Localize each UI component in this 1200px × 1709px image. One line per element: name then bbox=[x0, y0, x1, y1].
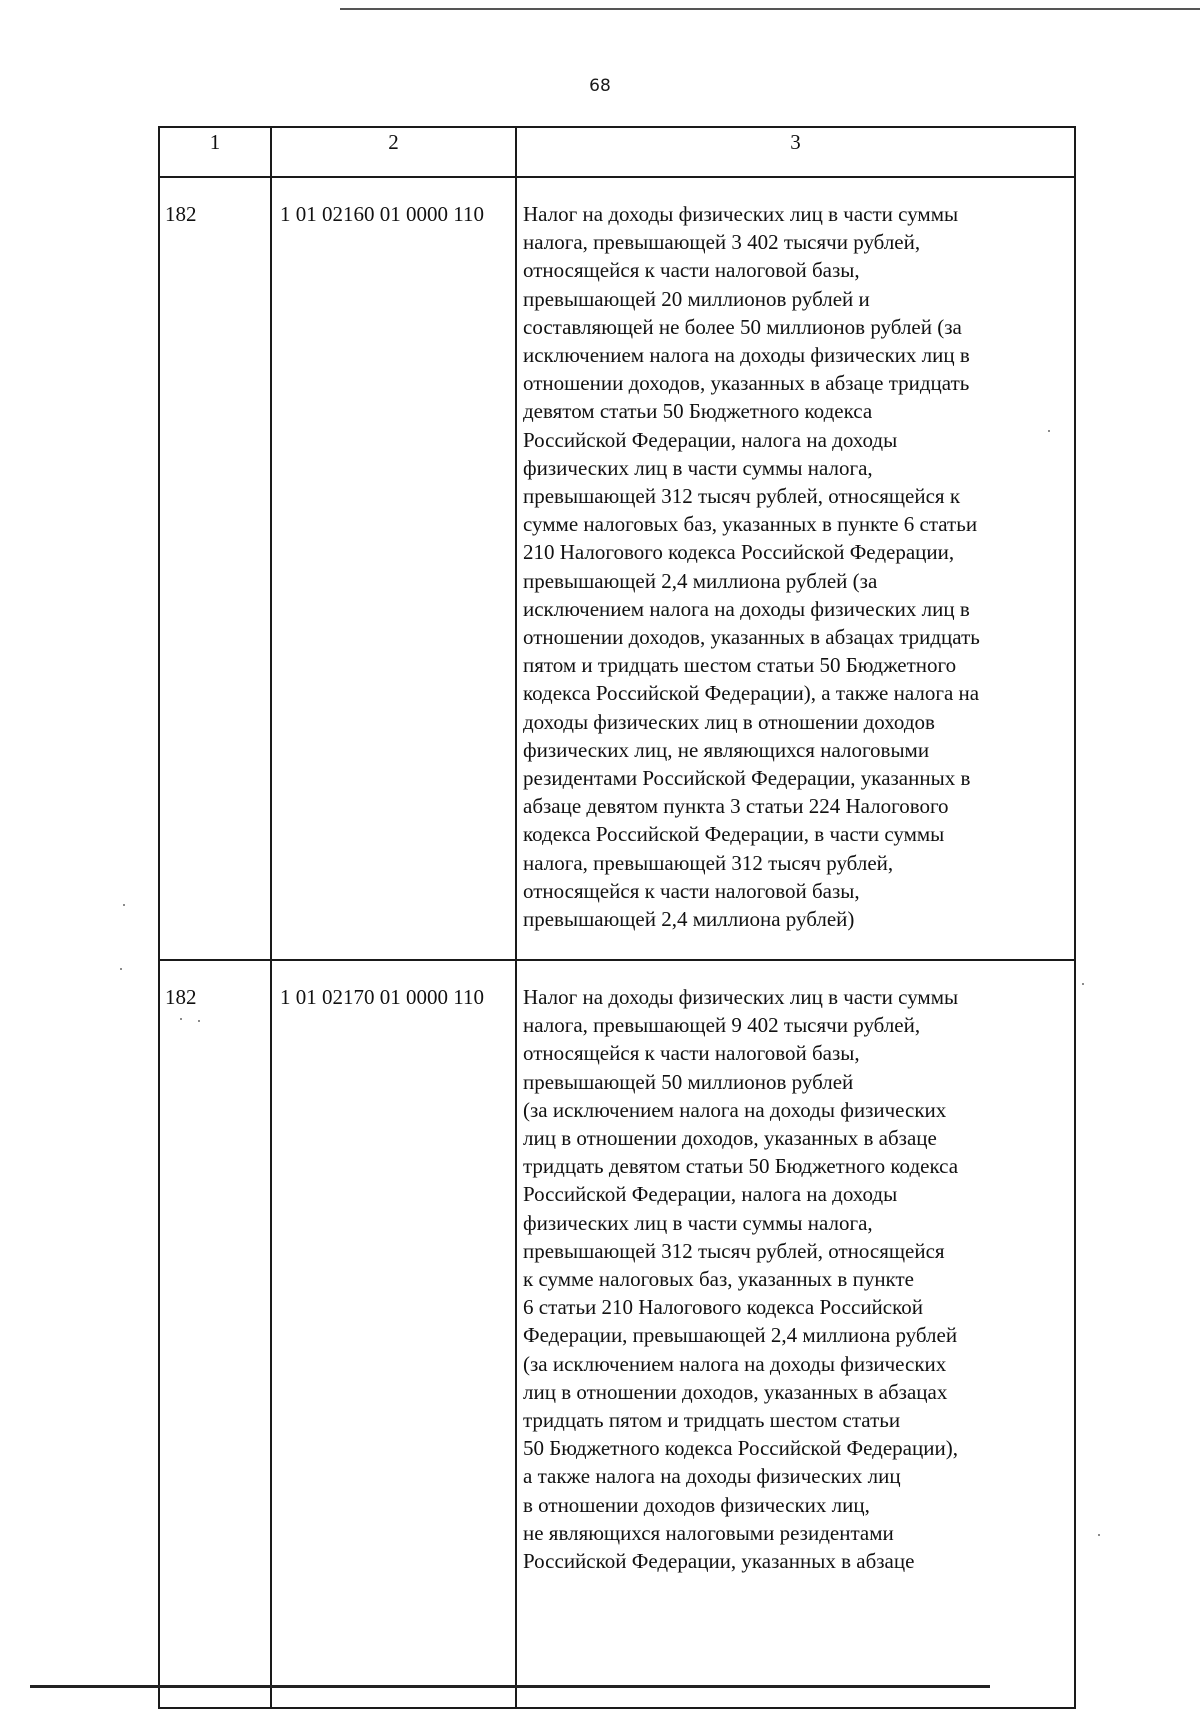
table-row bbox=[159, 960, 1075, 1708]
description-line: превышающей 50 миллионов рублей bbox=[523, 1069, 854, 1094]
description-line: отношении доходов, указанных в абзацах тридцать bbox=[523, 625, 980, 650]
description-line: абзаце девятом пункта 3 статьи 224 Налогового bbox=[523, 794, 949, 819]
description-line: налога, превышающей 3 402 тысячи рублей, bbox=[523, 230, 921, 255]
description-line: резидентами Российской Федерации, указанных в bbox=[523, 766, 971, 791]
description-line: а также налога на доходы физических лиц bbox=[523, 1464, 901, 1489]
description-line: физических лиц, не являющихся налоговыми bbox=[523, 737, 930, 762]
column-header-3: 3 bbox=[516, 127, 1075, 177]
page-number: 68 bbox=[589, 76, 611, 96]
column-header-2: 2 bbox=[271, 127, 516, 177]
description-line: относящейся к части налоговой базы, bbox=[523, 258, 860, 283]
scan-speck bbox=[198, 1020, 200, 1022]
description-line: относящейся к части налоговой базы, bbox=[523, 1041, 860, 1066]
admin-code-cell: 182 bbox=[159, 960, 271, 1708]
description-cell bbox=[516, 960, 1075, 1708]
description-line: превышающей 2,4 миллиона рублей) bbox=[523, 907, 855, 932]
description-line: тридцать пятом и тридцать шестом статьи bbox=[523, 1408, 901, 1433]
description-line: превышающей 312 тысяч рублей, относящейся bbox=[523, 1238, 945, 1263]
description-line: исключением налога на доходы физических лиц в bbox=[523, 343, 970, 368]
description-line: составляющей не более 50 миллионов рублей (за bbox=[523, 314, 962, 339]
description-line: лиц в отношении доходов, указанных в абзацах bbox=[523, 1379, 948, 1404]
scan-bottom-rule bbox=[30, 1685, 990, 1688]
description-line: не являющихся налоговыми резидентами bbox=[523, 1520, 894, 1545]
description-line: Налог на доходы физических лиц в части суммы bbox=[523, 985, 959, 1009]
description-line: 210 Налогового кодекса Российской Федерации, bbox=[523, 540, 955, 565]
scan-speck bbox=[180, 1018, 182, 1020]
scan-speck bbox=[1098, 1534, 1100, 1536]
description-line: относящейся к части налоговой базы, bbox=[523, 878, 860, 903]
kbk-cell: 1 01 02160 01 0000 110 bbox=[271, 177, 516, 960]
scan-speck bbox=[123, 904, 125, 906]
description-line: кодекса Российской Федерации), а также налога на bbox=[523, 681, 980, 706]
description-line: отношении доходов, указанных в абзаце тридцать bbox=[523, 371, 970, 396]
description-line: превышающей 20 миллионов рублей и bbox=[523, 286, 870, 311]
budget-classification-table bbox=[158, 126, 1076, 1709]
description-line: кодекса Российской Федерации, в части суммы bbox=[523, 822, 945, 847]
description-line: лиц в отношении доходов, указанных в абзаце bbox=[523, 1126, 937, 1151]
description-text bbox=[523, 983, 1070, 1575]
description-line: Российской Федерации, налога на доходы bbox=[523, 427, 898, 452]
description-line: налога, превышающей 312 тысяч рублей, bbox=[523, 850, 894, 875]
description-line: тридцать девятом статьи 50 Бюджетного кодекса bbox=[523, 1154, 959, 1179]
description-line: превышающей 2,4 миллиона рублей (за bbox=[523, 568, 878, 593]
description-line: пятом и тридцать шестом статьи 50 Бюджетного bbox=[523, 653, 957, 678]
description-line: физических лиц в части суммы налога, bbox=[523, 455, 873, 480]
description-line: девятом статьи 50 Бюджетного кодекса bbox=[523, 399, 873, 424]
description-line: физических лиц в части суммы налога, bbox=[523, 1210, 873, 1235]
description-line: (за исключением налога на доходы физических bbox=[523, 1097, 947, 1122]
table-row bbox=[159, 177, 1075, 960]
description-line: в отношении доходов физических лиц, bbox=[523, 1492, 870, 1517]
description-line: исключением налога на доходы физических лиц в bbox=[523, 596, 970, 621]
description-line: (за исключением налога на доходы физических bbox=[523, 1351, 947, 1376]
description-line: Российской Федерации, указанных в абзаце bbox=[523, 1549, 915, 1574]
description-line: налога, превышающей 9 402 тысячи рублей, bbox=[523, 1013, 921, 1038]
admin-code-cell: 182 bbox=[159, 177, 271, 960]
description-line: превышающей 312 тысяч рублей, относящейся к bbox=[523, 484, 961, 509]
description-line: 6 статьи 210 Налогового кодекса Российской bbox=[523, 1295, 923, 1320]
description-text bbox=[523, 200, 1070, 933]
description-line: Федерации, превышающей 2,4 миллиона рублей bbox=[523, 1323, 958, 1348]
description-line: к сумме налоговых баз, указанных в пункте bbox=[523, 1267, 914, 1292]
scan-speck bbox=[1048, 430, 1050, 432]
scan-speck bbox=[1082, 983, 1084, 985]
description-line: 50 Бюджетного кодекса Российской Федерации), bbox=[523, 1436, 958, 1461]
scan-speck bbox=[120, 968, 122, 970]
description-line: Российской Федерации, налога на доходы bbox=[523, 1182, 898, 1207]
description-cell bbox=[516, 177, 1075, 960]
description-line: сумме налоговых баз, указанных в пункте 6 статьи bbox=[523, 512, 978, 537]
table-header-row bbox=[159, 127, 1075, 177]
description-line: Налог на доходы физических лиц в части суммы bbox=[523, 202, 959, 226]
kbk-cell: 1 01 02170 01 0000 110 bbox=[271, 960, 516, 1708]
description-line: доходы физических лиц в отношении доходов bbox=[523, 709, 935, 734]
scan-top-rule bbox=[340, 8, 1200, 10]
column-header-1: 1 bbox=[159, 127, 271, 177]
